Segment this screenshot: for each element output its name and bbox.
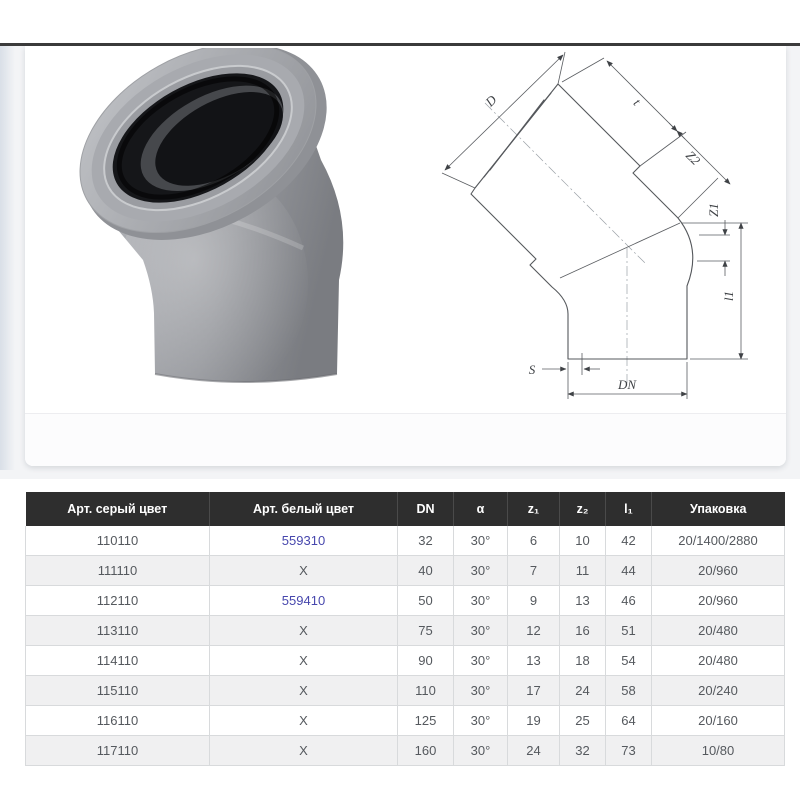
dimension-l1 bbox=[682, 223, 748, 359]
pack-cell: 20/960 bbox=[652, 586, 785, 616]
table-row bbox=[26, 676, 785, 706]
pack-cell: 20/1400/2880 bbox=[652, 526, 785, 556]
l1-cell: 58 bbox=[606, 676, 652, 706]
dimension-dn bbox=[568, 362, 687, 399]
alpha-cell: 30° bbox=[454, 676, 508, 706]
socket-mouth-wall-line bbox=[490, 100, 544, 170]
z1-cell: 12 bbox=[508, 616, 560, 646]
bend-miter-line bbox=[560, 223, 680, 278]
product-media-card bbox=[25, 46, 786, 466]
label-z1: Z1 bbox=[706, 203, 721, 217]
spec-table-section bbox=[25, 492, 784, 766]
white-article-link[interactable]: 559410 bbox=[210, 586, 398, 616]
technical-drawing bbox=[430, 48, 785, 413]
art-white-cell: X bbox=[210, 736, 398, 766]
dn-cell: 32 bbox=[398, 526, 454, 556]
dimension-s bbox=[529, 353, 600, 377]
l1-cell: 64 bbox=[606, 706, 652, 736]
axis-centerline-diagonal bbox=[485, 103, 645, 263]
z1-cell: 6 bbox=[508, 526, 560, 556]
z2-cell: 25 bbox=[560, 706, 606, 736]
art-grey-cell: 117110 bbox=[26, 736, 210, 766]
label-z2: Z2 bbox=[683, 147, 704, 168]
l1-cell: 73 bbox=[606, 736, 652, 766]
col-art-grey: Арт. серый цвет bbox=[26, 492, 210, 526]
pack-cell: 20/960 bbox=[652, 556, 785, 586]
label-t: t bbox=[630, 95, 644, 109]
art-white-cell: X bbox=[210, 556, 398, 586]
col-z1: z₁ bbox=[508, 492, 560, 526]
table-row bbox=[26, 556, 785, 586]
alpha-cell: 30° bbox=[454, 556, 508, 586]
product-media-section bbox=[0, 46, 800, 479]
dimension-d bbox=[442, 52, 565, 188]
dn-cell: 90 bbox=[398, 646, 454, 676]
l1-cell: 44 bbox=[606, 556, 652, 586]
z2-cell: 32 bbox=[560, 736, 606, 766]
left-edge-fade bbox=[0, 46, 15, 470]
art-white-cell: X bbox=[210, 676, 398, 706]
col-z2: z₂ bbox=[560, 492, 606, 526]
white-article-link[interactable]: 559310 bbox=[210, 526, 398, 556]
col-dn: DN bbox=[398, 492, 454, 526]
alpha-cell: 30° bbox=[454, 736, 508, 766]
art-grey-cell: 113110 bbox=[26, 616, 210, 646]
table-row bbox=[26, 586, 785, 616]
z2-cell: 10 bbox=[560, 526, 606, 556]
top-white-band bbox=[0, 0, 800, 43]
col-art-white: Арт. белый цвет bbox=[210, 492, 398, 526]
alpha-cell: 30° bbox=[454, 586, 508, 616]
label-l1: l1 bbox=[721, 290, 736, 302]
z2-cell: 24 bbox=[560, 676, 606, 706]
dn-cell: 125 bbox=[398, 706, 454, 736]
dimension-z1 bbox=[697, 203, 730, 276]
dn-cell: 40 bbox=[398, 556, 454, 586]
card-bottom-strip bbox=[25, 414, 786, 466]
pack-cell: 10/80 bbox=[652, 736, 785, 766]
z1-cell: 13 bbox=[508, 646, 560, 676]
z2-cell: 16 bbox=[560, 616, 606, 646]
product-spec-table bbox=[25, 492, 785, 766]
table-row bbox=[26, 646, 785, 676]
table-row bbox=[26, 526, 785, 556]
table-row bbox=[26, 736, 785, 766]
art-white-cell: X bbox=[210, 646, 398, 676]
dn-cell: 110 bbox=[398, 676, 454, 706]
table-row bbox=[26, 706, 785, 736]
z2-cell: 13 bbox=[560, 586, 606, 616]
alpha-cell: 30° bbox=[454, 526, 508, 556]
label-d: D bbox=[482, 92, 500, 110]
art-grey-cell: 116110 bbox=[26, 706, 210, 736]
l1-cell: 46 bbox=[606, 586, 652, 616]
pack-cell: 20/480 bbox=[652, 616, 785, 646]
art-grey-cell: 112110 bbox=[26, 586, 210, 616]
z1-cell: 24 bbox=[508, 736, 560, 766]
dn-cell: 75 bbox=[398, 616, 454, 646]
elbow-outline bbox=[471, 84, 693, 359]
product-photo bbox=[53, 48, 408, 408]
art-white-cell: X bbox=[210, 706, 398, 736]
art-grey-cell: 111110 bbox=[26, 556, 210, 586]
art-grey-cell: 115110 bbox=[26, 676, 210, 706]
col-l1: l₁ bbox=[606, 492, 652, 526]
art-white-cell: X bbox=[210, 616, 398, 646]
table-row bbox=[26, 616, 785, 646]
alpha-cell: 30° bbox=[454, 646, 508, 676]
l1-cell: 51 bbox=[606, 616, 652, 646]
dn-cell: 160 bbox=[398, 736, 454, 766]
label-dn: DN bbox=[617, 377, 637, 392]
pack-cell: 20/480 bbox=[652, 646, 785, 676]
table-header-row bbox=[26, 492, 785, 526]
z1-cell: 19 bbox=[508, 706, 560, 736]
col-alpha: α bbox=[454, 492, 508, 526]
z1-cell: 7 bbox=[508, 556, 560, 586]
pack-cell: 20/160 bbox=[652, 706, 785, 736]
l1-cell: 42 bbox=[606, 526, 652, 556]
art-grey-cell: 110110 bbox=[26, 526, 210, 556]
col-pack: Упаковка bbox=[652, 492, 785, 526]
pack-cell: 20/240 bbox=[652, 676, 785, 706]
alpha-cell: 30° bbox=[454, 706, 508, 736]
z1-cell: 17 bbox=[508, 676, 560, 706]
dimension-t-z2 bbox=[562, 58, 730, 218]
dn-cell: 50 bbox=[398, 586, 454, 616]
art-grey-cell: 114110 bbox=[26, 646, 210, 676]
l1-cell: 54 bbox=[606, 646, 652, 676]
z2-cell: 11 bbox=[560, 556, 606, 586]
alpha-cell: 30° bbox=[454, 616, 508, 646]
z2-cell: 18 bbox=[560, 646, 606, 676]
label-s: S bbox=[528, 362, 536, 377]
z1-cell: 9 bbox=[508, 586, 560, 616]
